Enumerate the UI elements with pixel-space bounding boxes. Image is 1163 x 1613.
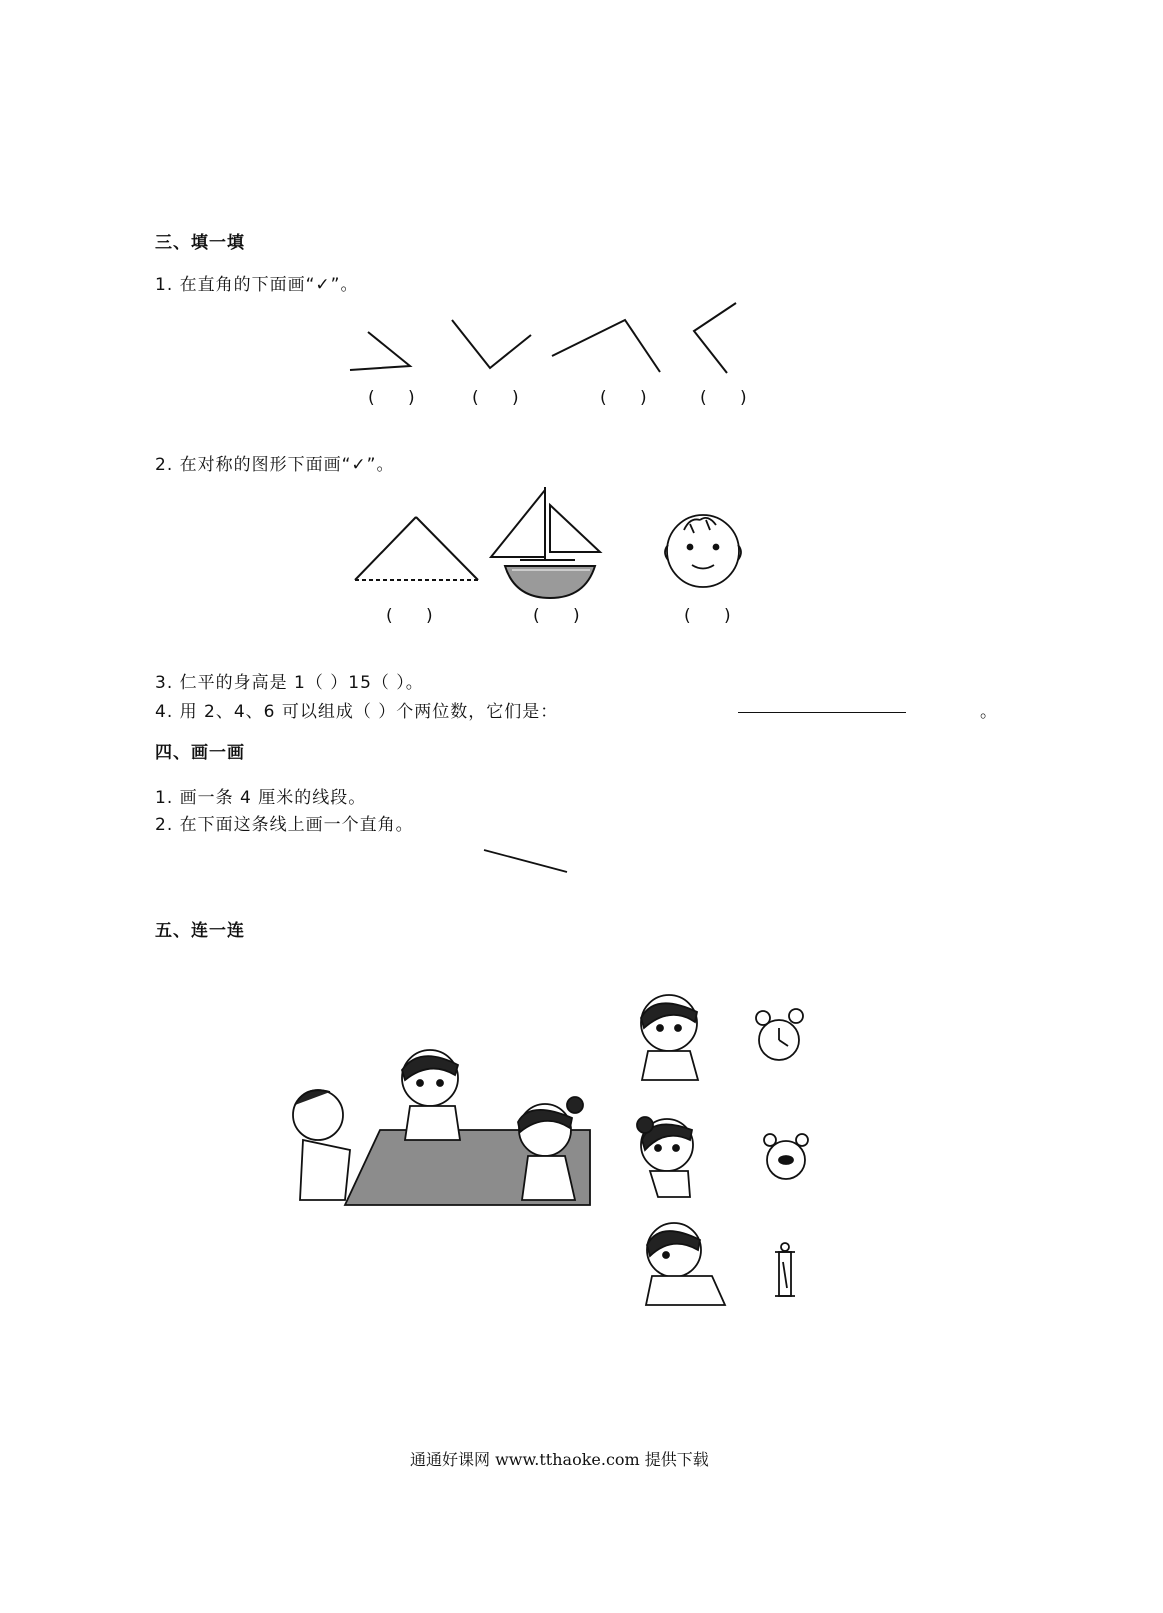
blank-3-1-d[interactable]: ( ) bbox=[700, 388, 761, 408]
blank-3-1-b[interactable]: ( ) bbox=[472, 388, 533, 408]
question-3-4-text: 4. 用 2、4、6 可以组成（ ）个两位数，它们是： bbox=[155, 702, 559, 722]
blank-3-1-c[interactable]: ( ) bbox=[600, 388, 661, 408]
timer-icon bbox=[775, 1243, 795, 1296]
question-4-1-text: 1. 画一条 4 厘米的线段。 bbox=[155, 788, 367, 808]
girl-figure bbox=[637, 1117, 693, 1197]
boy-2-figure bbox=[646, 1223, 725, 1305]
question-4-2-text: 2. 在下面这条线上画一个直角。 bbox=[155, 815, 414, 835]
section-5-heading: 五、连一连 bbox=[155, 921, 245, 941]
footer-credit: 通通好课网 www.tthaoke.com 提供下载 bbox=[410, 1450, 709, 1469]
alarm-clock-icon bbox=[756, 1009, 803, 1060]
question-3-2-text: 2. 在对称的图形下面画“✓”。 bbox=[155, 455, 395, 475]
section-3-heading: 三、填一填 bbox=[155, 233, 245, 253]
blank-3-1-a[interactable]: ( ) bbox=[368, 388, 429, 408]
blank-3-2-b[interactable]: ( ) bbox=[533, 606, 594, 626]
round-clock-icon bbox=[764, 1134, 808, 1179]
question-3-3-text: 3. 仁平的身高是 1（ ）15（ ）。 bbox=[155, 673, 424, 693]
question-3-4-end: 。 bbox=[980, 702, 998, 722]
blank-3-2-c[interactable]: ( ) bbox=[684, 606, 745, 626]
blank-3-2-a[interactable]: ( ) bbox=[386, 606, 447, 626]
section-4-heading: 四、画一画 bbox=[155, 743, 245, 763]
boy-1-figure bbox=[641, 995, 698, 1080]
question-3-1-text: 1. 在直角的下面画“✓”。 bbox=[155, 275, 359, 295]
